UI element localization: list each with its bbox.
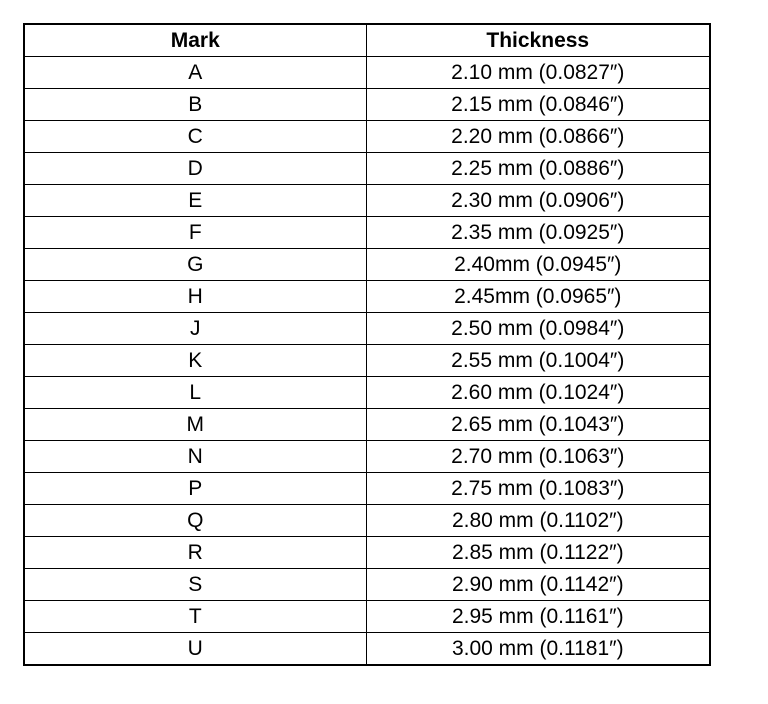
mark-cell: U [24,633,366,666]
mark-cell: B [24,89,366,121]
table-row [24,601,710,633]
mark-cell: D [24,153,366,185]
thickness-cell: 2.50 mm (0.0984″) [366,313,710,345]
mark-cell: E [24,185,366,217]
thickness-cell: 2.35 mm (0.0925″) [366,217,710,249]
mark-cell: H [24,281,366,313]
thickness-cell: 2.45mm (0.0965″) [366,281,710,313]
thickness-cell: 2.80 mm (0.1102″) [366,505,710,537]
thickness-cell: 2.15 mm (0.0846″) [366,89,710,121]
table-row [24,89,710,121]
mark-cell: T [24,601,366,633]
table-row [24,569,710,601]
mark-cell: R [24,537,366,569]
table-row [24,217,710,249]
table-row [24,153,710,185]
thickness-cell: 2.30 mm (0.0906″) [366,185,710,217]
table-row [24,185,710,217]
mark-cell: J [24,313,366,345]
mark-cell: L [24,377,366,409]
table-row [24,249,710,281]
mark-cell: G [24,249,366,281]
thickness-cell: 2.90 mm (0.1142″) [366,569,710,601]
thickness-cell: 2.70 mm (0.1063″) [366,441,710,473]
table-row [24,473,710,505]
mark-cell: Q [24,505,366,537]
table-row [24,121,710,153]
thickness-cell: 2.10 mm (0.0827″) [366,57,710,89]
header-row [24,24,710,57]
header-thickness: Thickness [366,24,710,57]
thickness-cell: 2.65 mm (0.1043″) [366,409,710,441]
table-row [24,281,710,313]
mark-cell: P [24,473,366,505]
mark-cell: S [24,569,366,601]
thickness-cell: 3.00 mm (0.1181″) [366,633,710,666]
table-row [24,57,710,89]
table-row [24,377,710,409]
thickness-table [23,23,711,666]
mark-cell: K [24,345,366,377]
table-row [24,409,710,441]
table-row [24,313,710,345]
thickness-cell: 2.85 mm (0.1122″) [366,537,710,569]
thickness-cell: 2.55 mm (0.1004″) [366,345,710,377]
thickness-cell: 2.25 mm (0.0886″) [366,153,710,185]
mark-cell: M [24,409,366,441]
table-row [24,633,710,666]
mark-cell: F [24,217,366,249]
thickness-cell: 2.95 mm (0.1161″) [366,601,710,633]
table-row [24,345,710,377]
table-row [24,505,710,537]
mark-cell: A [24,57,366,89]
mark-cell: C [24,121,366,153]
thickness-cell: 2.40mm (0.0945″) [366,249,710,281]
thickness-cell: 2.60 mm (0.1024″) [366,377,710,409]
table-row [24,537,710,569]
thickness-cell: 2.20 mm (0.0866″) [366,121,710,153]
table-row [24,441,710,473]
mark-cell: N [24,441,366,473]
header-mark: Mark [24,24,366,57]
thickness-cell: 2.75 mm (0.1083″) [366,473,710,505]
